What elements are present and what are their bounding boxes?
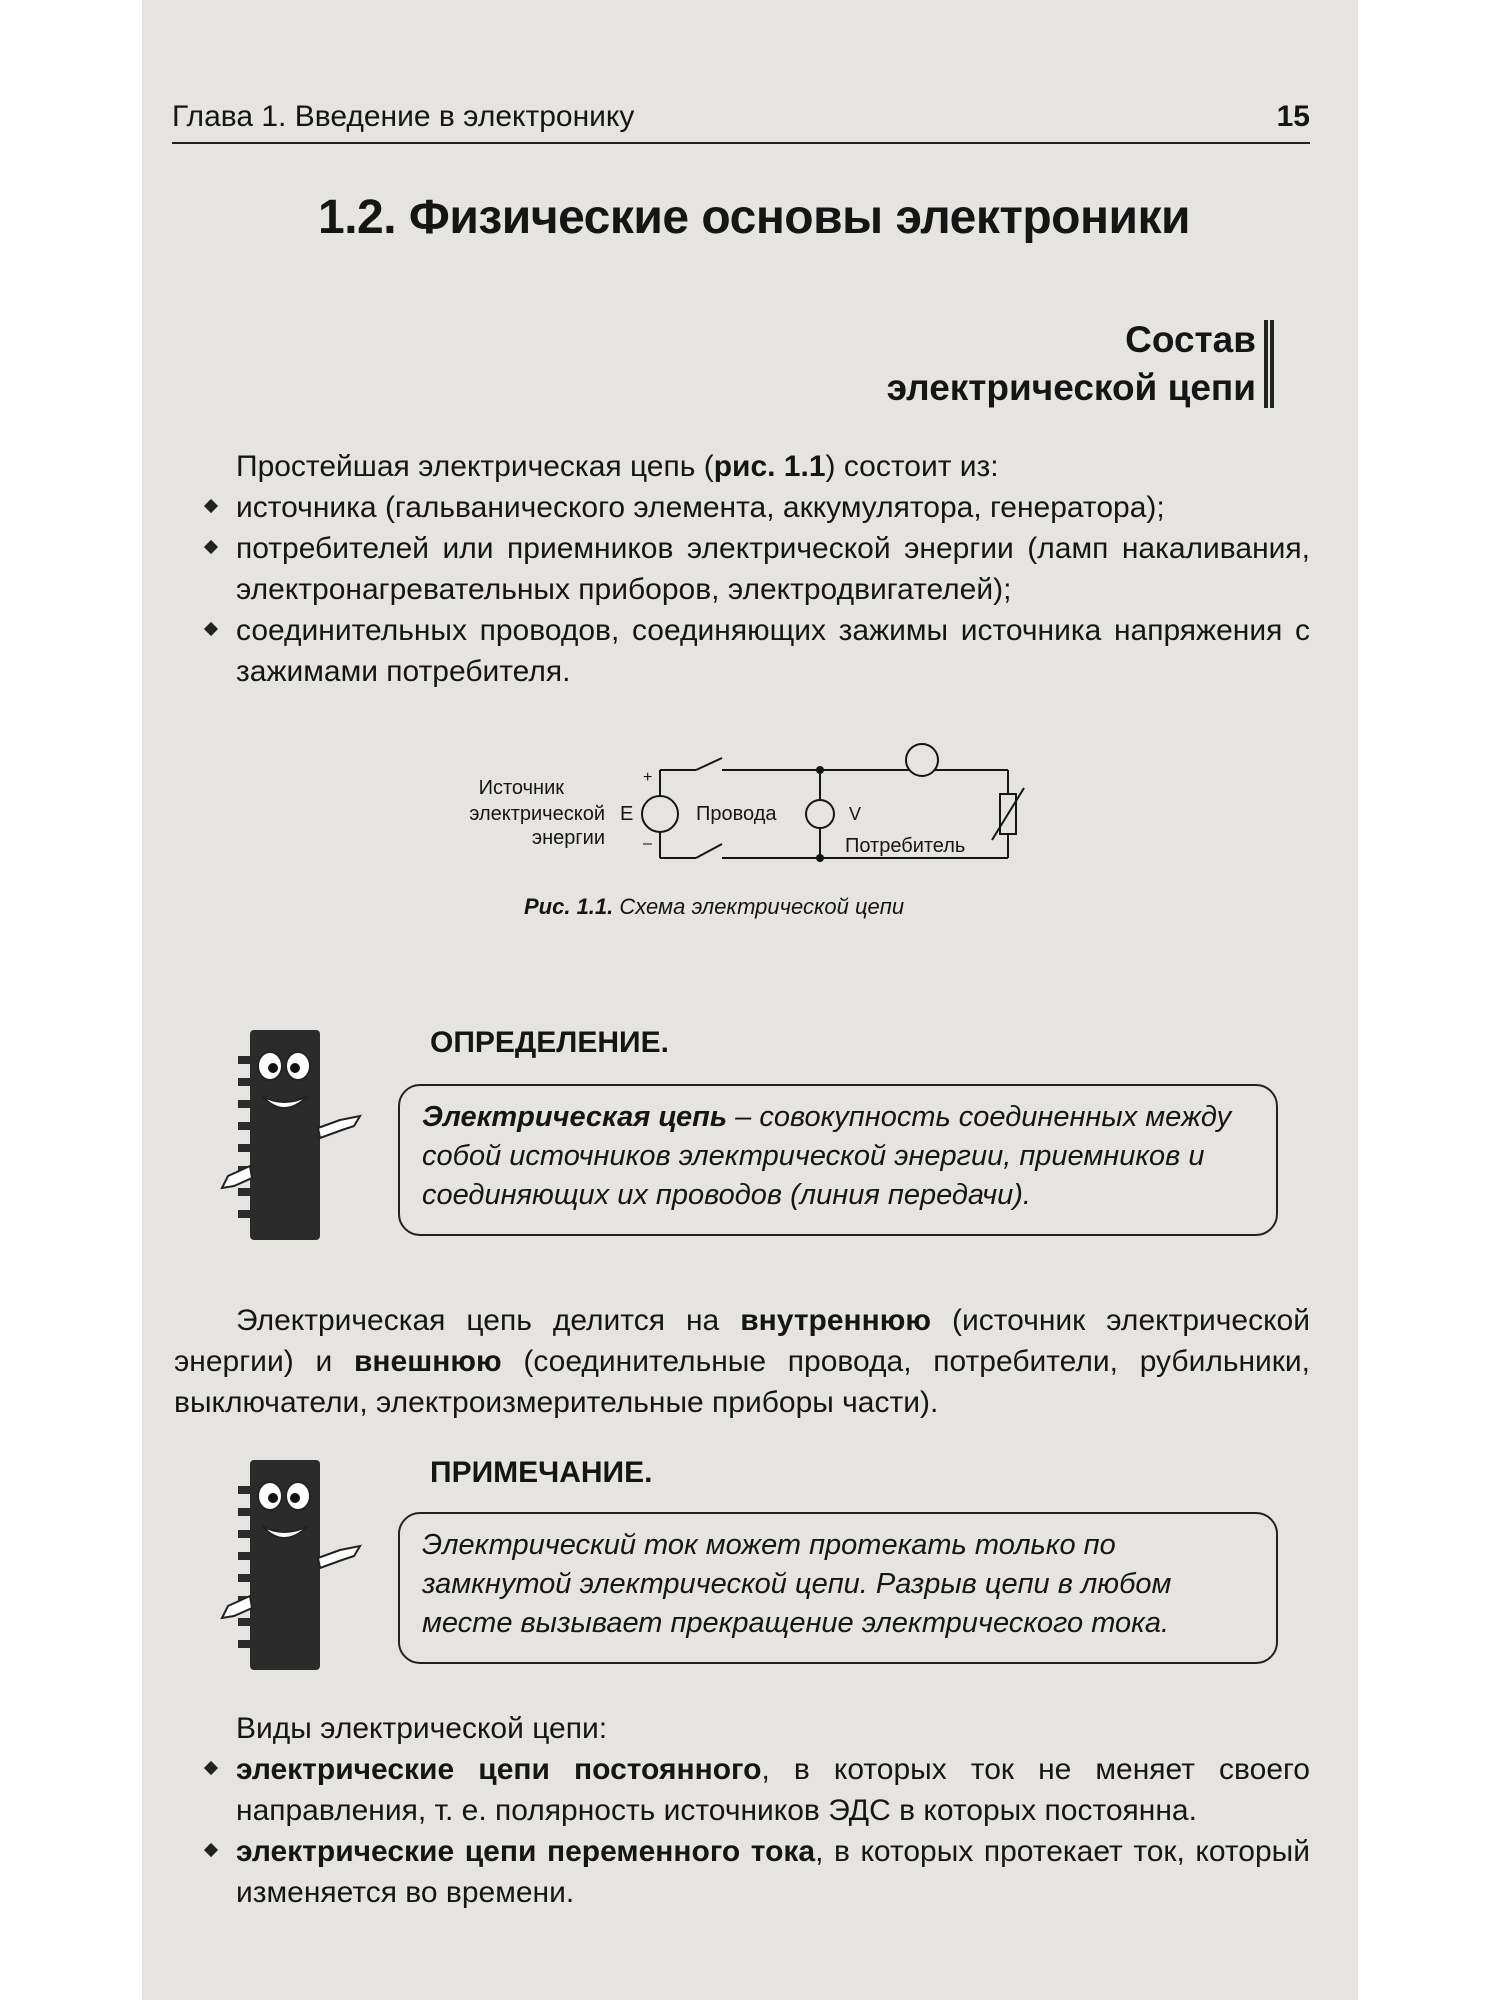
intro-text: Простейшая электрическая цепь ( (236, 450, 714, 483)
source-label: электрической (469, 803, 605, 825)
chapter-title: Глава 1. Введение в электронику (172, 100, 635, 133)
types-intro: Виды электрической цепи: (236, 1712, 608, 1745)
subheading-line-1: Состав (1125, 319, 1256, 360)
definition-heading: ОПРЕДЕЛЕНИЕ. (430, 1026, 669, 1059)
note-heading: ПРИМЕЧАНИЕ. (430, 1456, 653, 1489)
circuit-diagram (440, 736, 1040, 876)
voltmeter-label: V (849, 804, 862, 824)
page-number: 15 (1276, 100, 1310, 133)
defined-term: Электрическая цепь (422, 1101, 728, 1133)
subheading-bar (1270, 320, 1274, 408)
bullet-icon (204, 1843, 218, 1857)
junction-dot (816, 766, 824, 774)
load-arrow (992, 788, 1024, 840)
bullet-icon (204, 499, 218, 513)
note-box: Электрический ток может протекать только по замкнутой электрической цепи. Разрыв цепи в любом месте вызывает прекращение электрического тока. (398, 1512, 1278, 1664)
source-label: энергии (531, 827, 605, 849)
subheading-bar (1264, 320, 1268, 408)
switch-symbol (696, 844, 722, 858)
source-label: Источник (478, 777, 564, 799)
figure-caption: Рис. 1.1. Схема электрической цепи (524, 894, 905, 919)
wires-label: Провода (696, 803, 777, 825)
chip-mascot-icon (214, 1016, 364, 1246)
subheading (887, 316, 1274, 412)
battery-symbol (642, 796, 678, 832)
bullet-icon (204, 540, 218, 554)
section-title: 1.2. Физические основы электроники (318, 191, 1191, 244)
list-item: источника (гальванического элемента, аккумулятора, генератора); (204, 487, 1310, 528)
bullet-icon (204, 622, 218, 636)
running-header (172, 96, 1310, 144)
emf-label: E (620, 803, 634, 825)
bullet-icon (204, 1761, 218, 1775)
division-paragraph: Электрическая цепь делится на внутреннюю (источник электрической энергии) и внешнюю (соединительные провода, потребители, рубильники, выключатели, электроизмерительные приборы части). (174, 1304, 1311, 1419)
book-page (142, 0, 1358, 2000)
chip-mascot-icon (214, 1446, 364, 1676)
components-list (204, 487, 1310, 692)
minus-sign: – (643, 835, 652, 852)
switch-symbol (696, 758, 722, 770)
definition-box: Электрическая цепь – совокупность соединенных между собой источников электрической энергии, приемников и соединяющих их проводов (линия передачи). (398, 1084, 1278, 1236)
list-item: соединительных проводов, соединяющих зажимы источника напряжения с зажимами потребителя. (204, 610, 1310, 692)
list-item: электрические цепи переменного тока, в которых протекает ток, который изменяется во времени. (204, 1831, 1310, 1913)
list-item: потребителей или приемников электрической энергии (ламп накаливания, электронагревательных приборов, электродвигателей); (204, 528, 1310, 610)
consumer-label: Потребитель (845, 835, 966, 857)
types-list (204, 1749, 1310, 1913)
list-item: электрические цепи постоянного, в которых ток не меняет своего направления, т. е. полярность источников ЭДС в которых постоянна. (204, 1749, 1310, 1831)
figure-reference: рис. 1.1 (713, 450, 826, 483)
intro-paragraph (236, 446, 1310, 487)
intro-text: ) состоит из: (825, 450, 999, 483)
junction-dot (816, 854, 824, 862)
plus-sign: + (643, 769, 653, 786)
ammeter-symbol (906, 744, 938, 776)
subheading-line-2: электрической цепи (886, 367, 1256, 408)
voltmeter-symbol (806, 800, 834, 828)
